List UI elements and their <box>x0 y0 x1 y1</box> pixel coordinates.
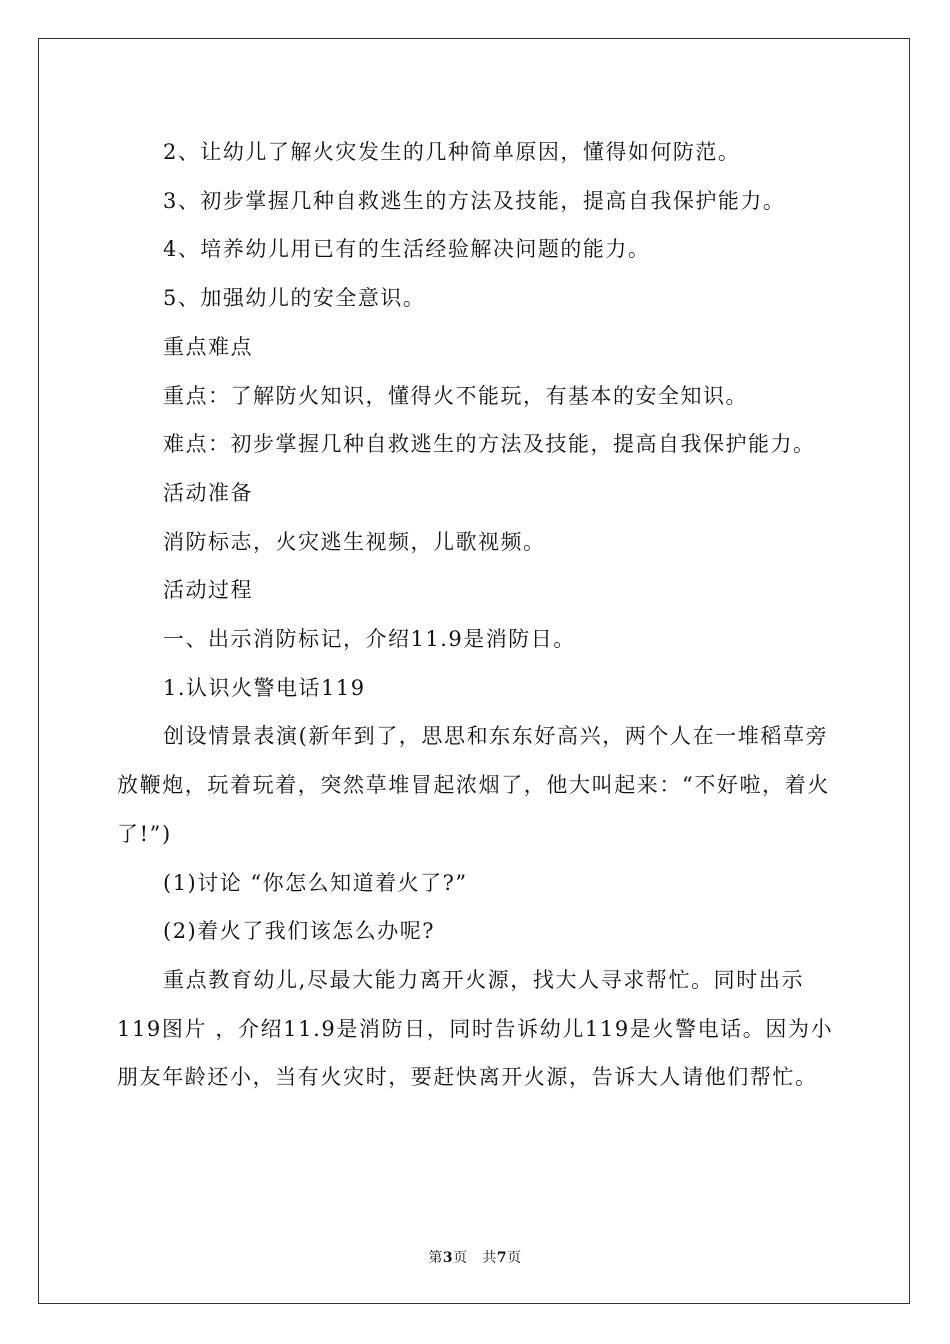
objective-2: 2、让幼儿了解火灾发生的几种简单原因，懂得如何防范。 <box>163 140 741 164</box>
discussion-question-2: (2)着火了我们该怎么办呢? <box>163 919 436 944</box>
difficult-point: 难点：初步掌握几种自救逃生的方法及技能，提高自我保护能力。 <box>163 432 816 457</box>
process-step-1: 一、出示消防标记，介绍11.9是消防日。 <box>163 627 576 652</box>
footer-total-prefix: 共 <box>482 1250 497 1266</box>
section-heading-preparation: 活动准备 <box>163 480 253 505</box>
page-footer <box>0 1247 950 1267</box>
discussion-question-1: (1)讨论 “你怎么知道着火了?” <box>163 870 468 895</box>
key-point: 重点：了解防火知识，懂得火不能玩，有基本的安全知识。 <box>163 383 748 408</box>
objective-4: 4、培养幼儿用已有的生活经验解决问题的能力。 <box>163 237 651 262</box>
preparation-items: 消防标志，火灾逃生视频，儿歌视频。 <box>163 529 546 554</box>
objective-3: 3、初步掌握几种自救逃生的方法及技能，提高自我保护能力。 <box>163 188 786 213</box>
education-paragraph: 重点教育幼儿,尽最大能力离开火源，找大人寻求帮忙。同时出示119图片 ，介绍11.9是消防日，同时告诉幼儿119是火警电话。因为小朋友年龄还小，当有火灾时，要赶快离开火源，告诉大人请他们帮忙。 <box>117 967 834 1090</box>
footer-prefix: 第 <box>428 1250 443 1266</box>
objective-5: 5、加强幼儿的安全意识。 <box>163 286 426 311</box>
section-heading-process: 活动过程 <box>163 578 253 603</box>
document-body <box>117 128 837 1102</box>
footer-total-pages: 7 <box>496 1250 508 1266</box>
scene-paragraph: 创设情景表演(新年到了，思思和东东好高兴，两个人在一堆稻草旁放鞭炮，玩着玩着，突然草堆冒起浓烟了，他大叫起来：“不好啦，着火了!”) <box>117 724 830 846</box>
section-heading-key-points: 重点难点 <box>163 334 253 359</box>
footer-current-page: 3 <box>442 1250 454 1266</box>
process-substep-119: 1.认识火警电话119 <box>163 675 366 700</box>
footer-total-suffix: 页 <box>507 1250 522 1266</box>
footer-page-word: 页 <box>453 1250 468 1266</box>
